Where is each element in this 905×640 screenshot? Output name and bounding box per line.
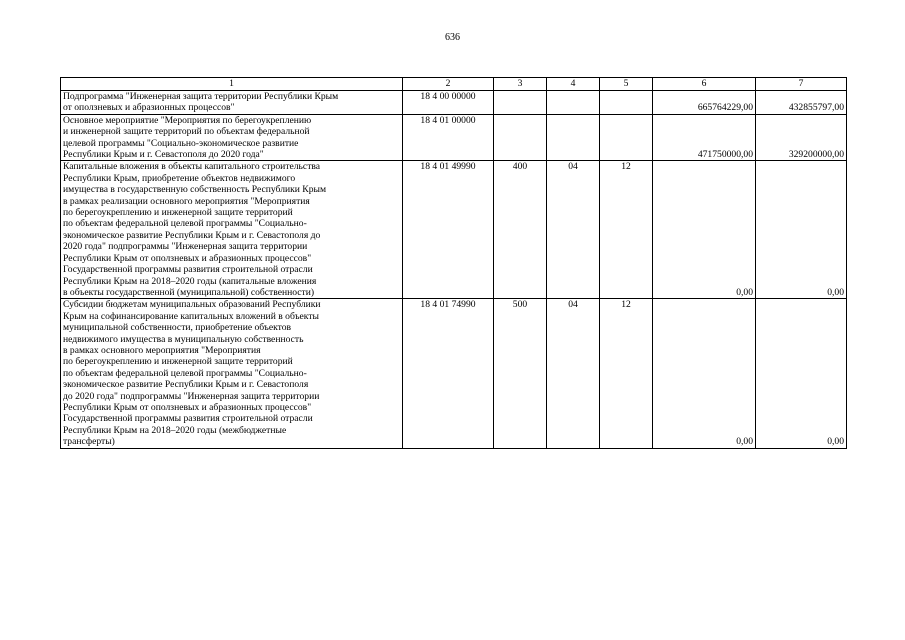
row-sum-col7: 329200000,00 [756,114,847,161]
row-name: Основное мероприятие "Мероприятия по берегоукреплению и инженерной защите территорий по объектам федеральной целевой программы "Социально-экономическое развитие Республики Крым и г. Севастополя до 2020 года" [61,114,403,161]
row-vr [494,91,547,115]
budget-table [60,77,847,449]
row-sum-col7: 432855797,00 [756,91,847,115]
row-rz: 04 [547,299,600,448]
row-code: 18 4 01 74990 [403,299,494,448]
row-vr: 400 [494,161,547,299]
column-header: 3 [494,78,547,91]
row-sum-col7: 0,00 [756,299,847,448]
row-code: 18 4 00 00000 [403,91,494,115]
table-row [61,91,847,115]
row-vr [494,114,547,161]
column-header: 7 [756,78,847,91]
row-name: Подпрограмма "Инженерная защита территории Республики Крым от оползневых и абразионных процессов" [61,91,403,115]
row-name: Субсидии бюджетам муниципальных образований Республики Крым на софинансирование капитальных вложений в объекты муниципальной собственности, приобретение объектов недвижимого имущества в муниципальную собственность в рамках основного мероприятия "Мероприятия по берегоукреплению и инженерной защите территорий по объектам федеральной целевой программы "Социально- экономическое развитие Республики Крым и г. Севастополя до 2020 года" подпрограммы "Инженерная защита территории Республики Крым от оползневых и абразионных процессов" Государственной программы развития строительной отрасли Республики Крым на 2018–2020 годы (межбюджетные трансферты) [61,299,403,448]
row-vr: 500 [494,299,547,448]
table-row [61,161,847,299]
row-pr [600,114,653,161]
row-rz: 04 [547,161,600,299]
row-pr [600,91,653,115]
row-sum-col7: 0,00 [756,161,847,299]
row-rz [547,91,600,115]
page-number: 636 [445,32,460,43]
row-sum-col6: 665764229,00 [653,91,756,115]
table-row [61,114,847,161]
row-pr: 12 [600,161,653,299]
column-header: 5 [600,78,653,91]
row-rz [547,114,600,161]
column-header: 4 [547,78,600,91]
row-sum-col6: 0,00 [653,299,756,448]
row-name: Капитальные вложения в объекты капитального строительства Республики Крым, приобретение объектов недвижимого имущества в государственную собственность Республики Крым в рамках реализации основного мероприятия "Мероприятия по берегоукреплению и инженерной защите территорий по объектам федеральной целевой программы "Социально- экономическое развитие Республики Крым и г. Севастополя до 2020 года" подпрограммы "Инженерная защита территории Республики Крым от оползневых и абразионных процессов" Государственной программы развития строительной отрасли Республики Крым на 2018–2020 годы (капитальные вложения в объекты государственной (муниципальной) собственности) [61,161,403,299]
row-code: 18 4 01 49990 [403,161,494,299]
row-sum-col6: 471750000,00 [653,114,756,161]
table-row [61,299,847,448]
header-row [61,78,847,91]
row-pr: 12 [600,299,653,448]
column-header: 2 [403,78,494,91]
column-header: 6 [653,78,756,91]
row-sum-col6: 0,00 [653,161,756,299]
column-header: 1 [61,78,403,91]
row-code: 18 4 01 00000 [403,114,494,161]
